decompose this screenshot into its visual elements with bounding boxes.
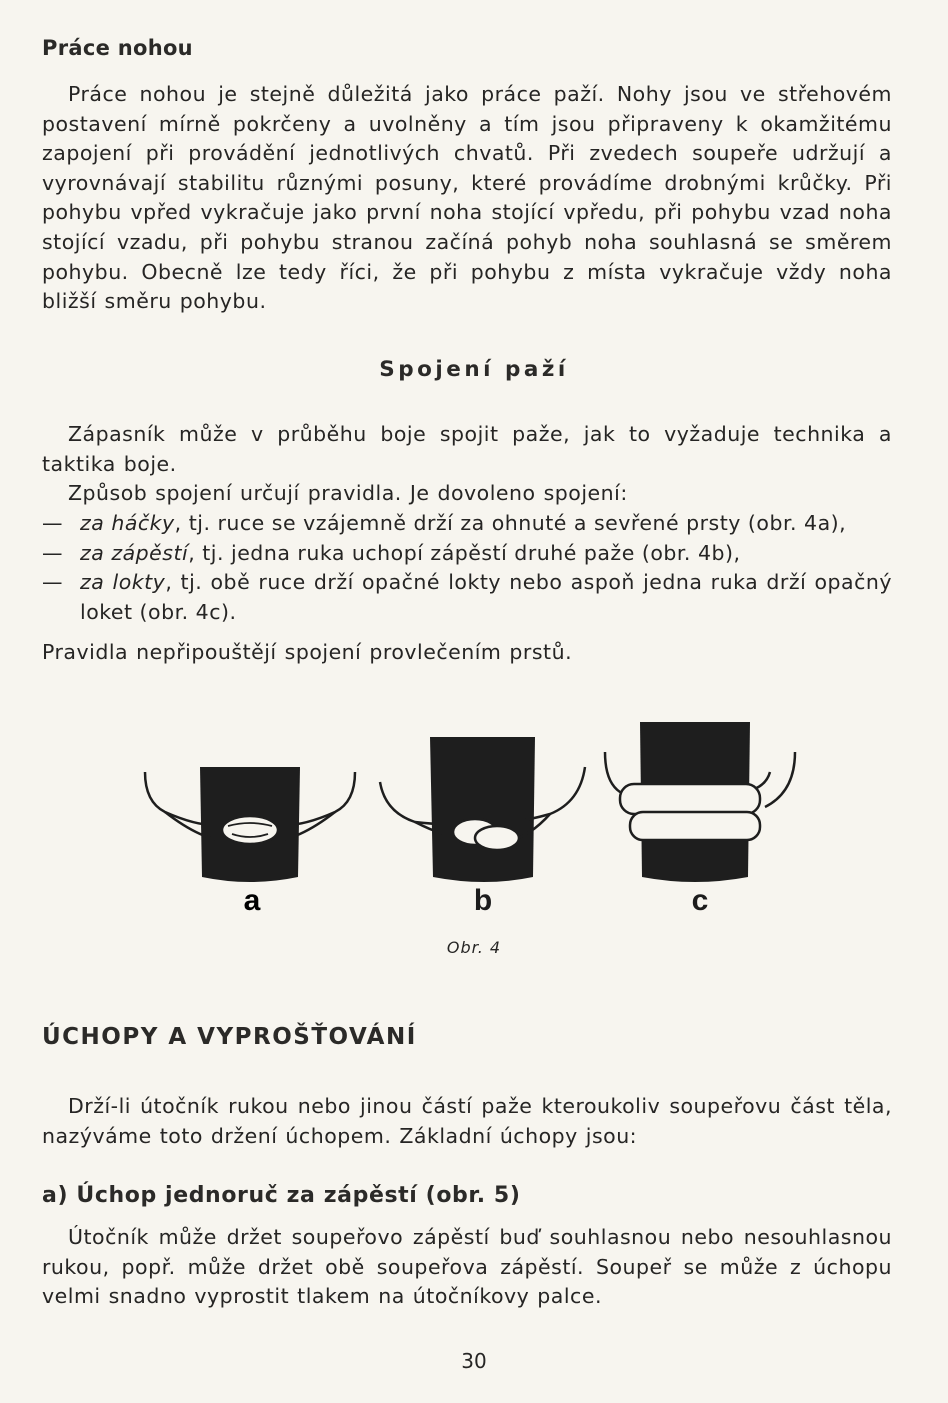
allowed-grips-list [42, 509, 892, 627]
paragraph-uchopy [42, 1092, 892, 1151]
paragraph-text: Práce nohou je stejně důležitá jako práce paží. Nohy jsou ve střehovém postavení mírně pokrčeny a uvolněny a tím jsou připraveny k okamžitému zapojení při provádění jednotlivých chvatů. Při zvedech soupeře udržují a vyrovnávají stabilitu různými posuny, které provádíme drobnými krůčky. Při pohybu vpřed vykračuje jako první noha stojící vpředu, při pohybu vzad noha stojící vzadu, při pohybu stranou začíná pohyb noha souhlasná se směrem pohybu. Obecně lze tedy říci, že při pohybu z místa vykračuje vždy noha bližší směru pohybu. [42, 82, 892, 314]
list-term: za zápěstí [80, 540, 189, 565]
list-item [42, 509, 892, 539]
figure-caption: Obr. 4 [446, 938, 502, 957]
figure-label-a: a [243, 884, 261, 912]
paragraph-text: Způsob spojení určují pravidla. Je dovoleno spojení: [68, 481, 628, 505]
section-heading-prace-nohou: Práce nohou [42, 36, 193, 60]
section-heading-uchopy: ÚCHOPY A VYPROŠŤOVÁNÍ [42, 1024, 417, 1050]
paragraph-spojeni-1 [42, 420, 892, 479]
illustration-grip-b [380, 737, 585, 912]
paragraph-spojeni-2 [42, 479, 892, 509]
illustration-grip-a [145, 767, 355, 912]
paragraph-text: Drží-li útočník rukou nebo jinou částí paže kteroukoliv soupeřovu část těla, nazýváme toto držení úchopem. Základní úchopy jsou: [42, 1094, 892, 1148]
list-dash: — [42, 540, 63, 565]
list-term: za lokty [80, 570, 166, 595]
paragraph-text: Zápasník může v průběhu boje spojit paže, jak to vyžaduje technika a taktika boje. [42, 422, 892, 476]
figure-illustration [120, 712, 820, 912]
paragraph-prace-nohou [42, 80, 892, 317]
figure-arm-grips [120, 712, 820, 912]
paragraph-uchop-jednoruc [42, 1223, 892, 1312]
list-text: , tj. obě ruce drží opačné lokty nebo aspoň jedna ruka drží opačný loket (obr. 4c). [80, 570, 892, 624]
section-heading-spojeni-pazi: Spojení paží [379, 357, 569, 382]
paragraph-spojeni-closing: Pravidla nepřipouštějí spojení provlečením prstů. [42, 640, 573, 664]
illustration-grip-c [605, 722, 795, 912]
paragraph-text: Útočník může držet soupeřovo zápěstí buď souhlasnou nebo nesouhlasnou rukou, popř. může držet obě soupeřova zápěstí. Soupeř se může z úchopu velmi snadno vyprostit tlakem na útočníkovy palce. [42, 1225, 892, 1309]
figure-label-c: c [691, 884, 709, 912]
list-item [42, 539, 892, 569]
list-text: , tj. ruce se vzájemně drží za ohnuté a sevřené prsty (obr. 4a), [174, 511, 847, 535]
list-dash: — [42, 570, 63, 595]
figure-label-b: b [473, 884, 493, 912]
list-item [42, 568, 892, 627]
list-term: za háčky [80, 511, 175, 535]
page-number: 30 [461, 1349, 487, 1373]
subheading-uchop-jednoruc: a) Úchop jednoruč za zápěstí (obr. 5) [42, 1183, 521, 1208]
list-dash: — [42, 511, 63, 535]
list-text: , tj. jedna ruka uchopí zápěstí druhé paže (obr. 4b), [188, 540, 741, 565]
